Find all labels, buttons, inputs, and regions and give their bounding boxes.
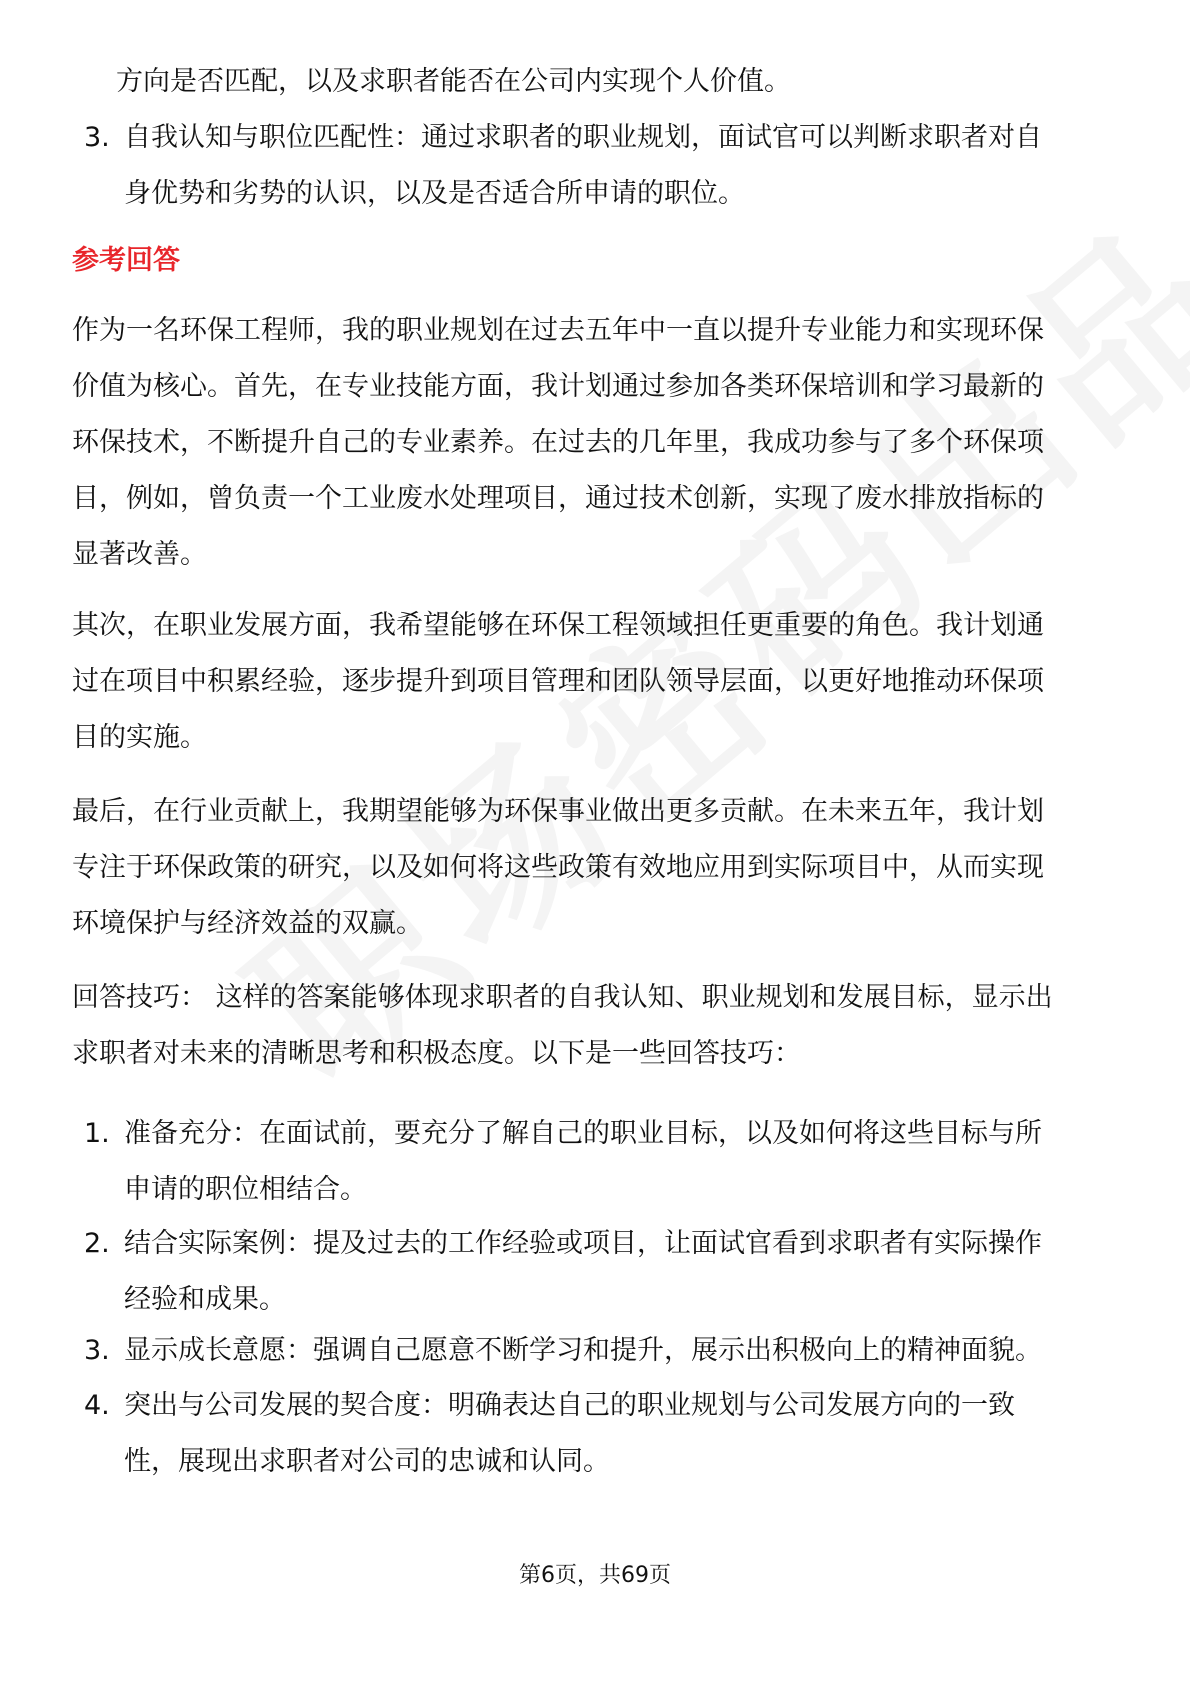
text-line: 过在项目中积累经验，逐步提升到项目管理和团队领导层面，以更好地推动环保项 bbox=[72, 666, 1044, 697]
list-number: 3. bbox=[84, 1335, 110, 1366]
text-line: 结合实际案例：提及过去的工作经验或项目，让面试官看到求职者有实际操作 bbox=[124, 1228, 1042, 1259]
list-text bbox=[124, 110, 1124, 222]
list-number: 1. bbox=[84, 1118, 110, 1149]
text-line: 性，展现出求职者对公司的忠诚和认同。 bbox=[124, 1446, 610, 1477]
list-number: 2. bbox=[84, 1228, 110, 1259]
text-line: 求职者对未来的清晰思考和积极态度。以下是一些回答技巧： bbox=[72, 1038, 801, 1069]
text-line: 目的实施。 bbox=[72, 722, 207, 753]
intro-continued bbox=[116, 54, 1116, 110]
text-line: 作为一名环保工程师，我的职业规划在过去五年中一直以提升专业能力和实现环保 bbox=[72, 315, 1044, 346]
text-line: 方向是否匹配，以及求职者能否在公司内实现个人价值。 bbox=[116, 66, 791, 97]
text-line: 经验和成果。 bbox=[124, 1284, 286, 1315]
answer-paragraph bbox=[72, 598, 1122, 766]
list-number: 4. bbox=[84, 1390, 110, 1421]
answer-paragraph bbox=[72, 784, 1122, 952]
text-line: 最后，在行业贡献上，我期望能够为环保事业做出更多贡献。在未来五年，我计划 bbox=[72, 796, 1044, 827]
text-line: 目，例如，曾负责一个工业废水处理项目，通过技术创新，实现了废水排放指标的 bbox=[72, 483, 1044, 514]
text-line: 申请的职位相结合。 bbox=[124, 1174, 367, 1205]
list-text bbox=[124, 1378, 1124, 1490]
text-line: 突出与公司发展的契合度：明确表达自己的职业规划与公司发展方向的一致 bbox=[124, 1390, 1015, 1421]
page-number-footer: 第6页，共69页 bbox=[519, 1563, 671, 1588]
list-number: 3. bbox=[84, 122, 110, 153]
list-text bbox=[124, 1106, 1124, 1218]
tips-intro bbox=[72, 970, 1122, 1082]
text-line: 价值为核心。首先，在专业技能方面，我计划通过参加各类环保培训和学习最新的 bbox=[72, 371, 1044, 402]
text-line: 自我认知与职位匹配性：通过求职者的职业规划，面试官可以判断求职者对自 bbox=[124, 122, 1042, 153]
text-line: 回答技巧： 这样的答案能够体现求职者的自我认知、职业规划和发展目标，显示出 bbox=[72, 982, 1053, 1013]
text-line: 准备充分：在面试前，要充分了解自己的职业目标，以及如何将这些目标与所 bbox=[124, 1118, 1042, 1149]
list-text bbox=[124, 1323, 1124, 1379]
text-line: 其次，在职业发展方面，我希望能够在环保工程领域担任更重要的角色。我计划通 bbox=[72, 610, 1044, 641]
answer-paragraph bbox=[72, 303, 1122, 583]
text-line: 环保技术，不断提升自己的专业素养。在过去的几年里，我成功参与了多个环保项 bbox=[72, 427, 1044, 458]
text-line: 显示成长意愿：强调自己愿意不断学习和提升，展示出积极向上的精神面貌。 bbox=[124, 1335, 1042, 1366]
section-title: 参考回答 bbox=[72, 245, 180, 276]
text-line: 身优势和劣势的认识，以及是否适合所申请的职位。 bbox=[124, 178, 745, 209]
text-line: 显著改善。 bbox=[72, 539, 207, 570]
text-line: 环境保护与经济效益的双赢。 bbox=[72, 908, 423, 939]
list-text bbox=[124, 1216, 1124, 1328]
text-line: 专注于环保政策的研究，以及如何将这些政策有效地应用到实际项目中，从而实现 bbox=[72, 852, 1044, 883]
